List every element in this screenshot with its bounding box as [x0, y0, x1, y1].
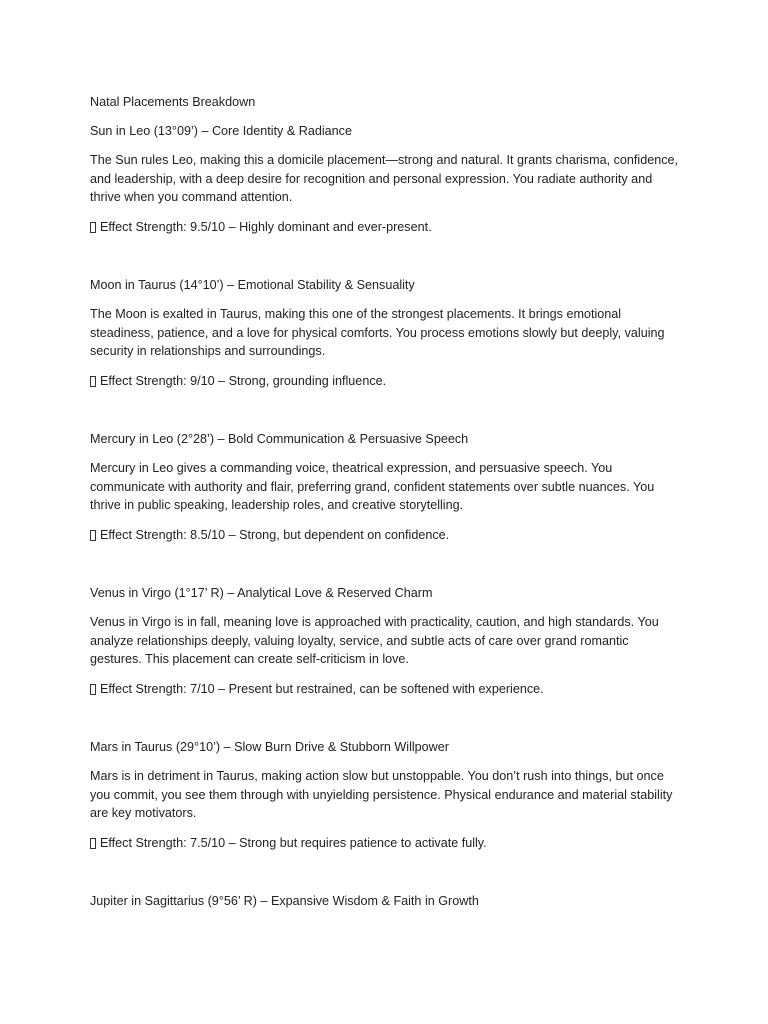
section-strength-mercury — [90, 526, 680, 545]
section-heading-mars: Mars in Taurus (29°10’) – Slow Burn Drive & Stubborn Willpower — [90, 740, 449, 754]
missing-glyph-icon — [90, 530, 96, 541]
section-heading-mercury: Mercury in Leo (2°28’) – Bold Communication & Persuasive Speech — [90, 432, 469, 446]
section-body-moon: The Moon is exalted in Taurus, making this one of the strongest placements. It brings emotional steadiness, patience, and a love for physical comforts. You process emotions slowly but deeply, valuing security in relationships and surroundings. — [90, 307, 665, 358]
missing-glyph-icon — [90, 376, 96, 387]
section-strength-moon — [90, 372, 680, 391]
missing-glyph-icon — [90, 222, 96, 233]
strength-text-mercury: Effect Strength: 8.5/10 – Strong, but dependent on confidence. — [100, 528, 450, 542]
section-body-venus: Venus in Virgo is in fall, meaning love is approached with practicality, caution, and high standards. You analyze relationships deeply, valuing loyalty, service, and subtle acts of care over grand romantic gestures. This placement can create self-criticism in love. — [90, 615, 659, 666]
section-body-mars: Mars is in detriment in Taurus, making action slow but unstoppable. You don’t rush into things, but once you commit, you see them through with unyielding persistence. Physical endurance and material stability are key motivators. — [90, 769, 673, 820]
missing-glyph-icon — [90, 838, 96, 849]
strength-text-moon: Effect Strength: 9/10 – Strong, grounding influence. — [100, 374, 387, 388]
document-title: Natal Placements Breakdown — [90, 95, 256, 109]
strength-text-sun: Effect Strength: 9.5/10 – Highly dominant and ever-present. — [100, 220, 432, 234]
strength-text-mars: Effect Strength: 7.5/10 – Strong but requires patience to activate fully. — [100, 836, 487, 850]
section-body-mercury: Mercury in Leo gives a commanding voice, theatrical expression, and persuasive speech. You communicate with authority and flair, preferring grand, confident statements over subtle nuances. You thrive in public speaking, leadership roles, and creative storytelling. — [90, 461, 655, 512]
strength-text-venus: Effect Strength: 7/10 – Present but restrained, can be softened with experience. — [100, 682, 544, 696]
section-strength-venus — [90, 680, 680, 699]
section-strength-sun — [90, 218, 680, 237]
section-heading-sun: Sun in Leo (13°09’) – Core Identity & Radiance — [90, 124, 352, 138]
missing-glyph-icon — [90, 684, 96, 695]
section-heading-jupiter: Jupiter in Sagittarius (9°56’ R) – Expansive Wisdom & Faith in Growth — [90, 894, 479, 908]
section-heading-venus: Venus in Virgo (1°17’ R) – Analytical Love & Reserved Charm — [90, 586, 433, 600]
section-body-sun: The Sun rules Leo, making this a domicile placement—strong and natural. It grants charisma, confidence, and leadership, with a deep desire for recognition and personal expression. You radiate authority and thrive when you command attention. — [90, 153, 679, 204]
section-heading-moon: Moon in Taurus (14°10’) – Emotional Stability & Sensuality — [90, 278, 415, 292]
section-strength-mars — [90, 834, 680, 853]
